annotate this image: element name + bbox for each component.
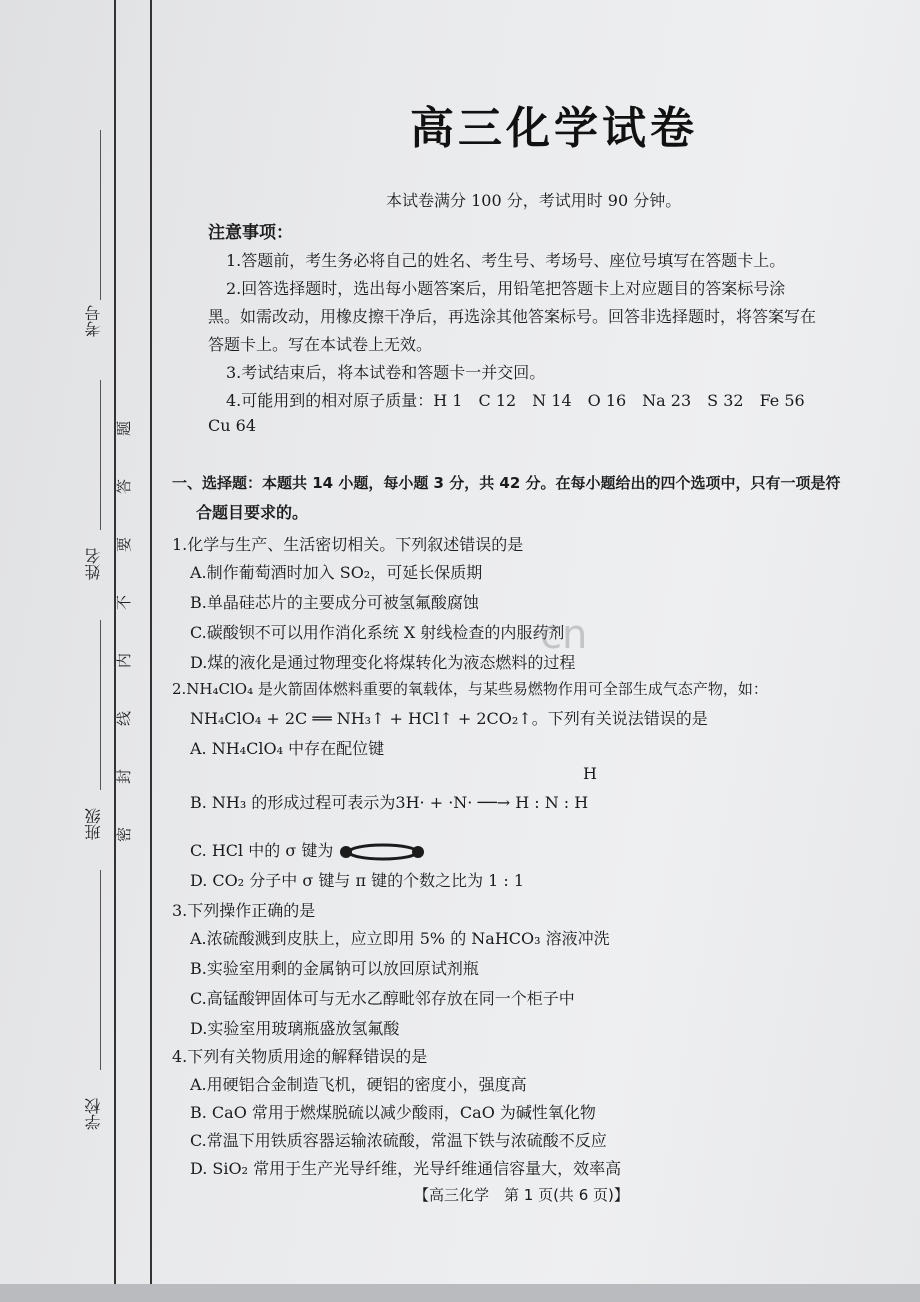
q3-option-c: C.高锰酸钾固体可与无水乙醇毗邻存放在同一个柜子中 (190, 989, 575, 1008)
q3-stem: 3.下列操作正确的是 (172, 901, 316, 920)
notice-line-5: 3.考试结束后，将本试卷和答题卡一并交回。 (226, 363, 546, 382)
q1-option-d: D.煤的液化是通过物理变化将煤转化为液态燃料的过程 (190, 653, 576, 672)
kaohao-label: 考号 (84, 305, 103, 337)
q2-option-d: D. CO₂ 分子中 σ 键与 π 键的个数之比为 1 : 1 (190, 871, 525, 890)
seal-char-3: 要 (115, 536, 134, 553)
q2-option-a: A. NH₄ClO₄ 中存在配位键 (190, 739, 385, 758)
notice-heading: 注意事项： (208, 223, 293, 243)
q2-option-c-text: C. HCl 中的 σ 键为 (190, 841, 334, 860)
q4-option-d: D. SiO₂ 常用于生产光导纤维，光导纤维通信容量大，效率高 (190, 1159, 622, 1178)
notice-line-4: 答题卡上。写在本试卷上无效。 (208, 335, 433, 354)
notice-line-6: 4.可能用到的相对原子质量：H 1 C 12 N 14 O 16 Na 23 S 32 Fe 56 (226, 391, 805, 410)
binding-line-1 (114, 0, 116, 1284)
q1-stem: 1.化学与生产、生活密切相关。下列叙述错误的是 (172, 535, 524, 554)
notice-line-3: 黑。如需改动，用橡皮擦干净后，再选涂其他答案标号。回答非选择题时，将答案写在 (208, 307, 817, 326)
seal-char-5: 内 (115, 652, 134, 669)
xuexiao-underline (100, 870, 101, 1070)
lewis-structure: 3H· + ·N· ──→ H : N : H (395, 793, 589, 812)
q2-stem-1: 2.NH₄ClO₄ 是火箭固体燃料重要的氧载体，与某些易燃物作用可全部生成气态产物，如： (172, 680, 768, 698)
q2-stem-2: NH₄ClO₄ + 2C ══ NH₃↑ + HCl↑ + 2CO₂↑。下列有关说法错误的是 (190, 709, 708, 728)
lewis-h-top: H (583, 764, 597, 783)
seal-char-7: 封 (115, 768, 134, 785)
kaohao-underline (100, 130, 101, 300)
q1-option-c: C.碳酸钡不可以用作消化系统 X 射线检查的内服药剂 (190, 623, 565, 642)
xingming-label: 姓名 (84, 548, 103, 580)
q4-stem: 4.下列有关物质用途的解释错误的是 (172, 1047, 428, 1066)
watermark: cn (540, 612, 588, 658)
q4-option-a: A.用硬铝合金制造飞机，硬铝的密度小，强度高 (190, 1075, 527, 1094)
q1-option-a: A.制作葡萄酒时加入 SO₂，可延长保质期 (190, 563, 483, 582)
section-heading-2: 合题目要求的。 (196, 503, 309, 522)
q2-option-c (190, 838, 428, 862)
banji-label: 班级 (84, 808, 103, 840)
q4-option-c: C.常温下用铁质容器运输浓硫酸，常温下铁与浓硫酸不反应 (190, 1131, 607, 1150)
notice-line-1: 1.答题前，考生务必将自己的姓名、考生号、考场号、座位号填写在答题卡上。 (226, 251, 786, 270)
q1-option-b: B.单晶硅芯片的主要成分可被氢氟酸腐蚀 (190, 593, 479, 612)
notice-line-2: 2.回答选择题时，选出每小题答案后，用铅笔把答题卡上对应题目的答案标号涂 (226, 279, 786, 298)
section-heading-1: 一、选择题：本题共 14 小题，每小题 3 分，共 42 分。在每小题给出的四个选项中，只有一项是符 (172, 474, 841, 492)
q3-option-a: A.浓硫酸溅到皮肤上，应立即用 5% 的 NaHCO₃ 溶液冲洗 (190, 929, 610, 948)
banji-underline (100, 620, 101, 790)
sigma-bond-diagram (338, 842, 428, 862)
seal-char-2: 答 (115, 478, 134, 495)
seal-char-8: 密 (115, 826, 134, 843)
exam-title: 高三化学试卷 (410, 103, 698, 154)
q2-option-b-prefix: B. NH₃ 的形成过程可表示为 (190, 793, 396, 812)
exam-subtitle: 本试卷满分 100 分，考试用时 90 分钟。 (386, 191, 682, 210)
xuexiao-label: 学校 (84, 1098, 103, 1130)
seal-char-6: 线 (115, 710, 134, 727)
q4-option-b: B. CaO 常用于燃煤脱硫以减少酸雨，CaO 为碱性氧化物 (190, 1103, 596, 1122)
notice-line-7: Cu 64 (208, 416, 256, 435)
q3-option-b: B.实验室用剩的金属钠可以放回原试剂瓶 (190, 959, 479, 978)
binding-line-2 (150, 0, 152, 1284)
seal-char-4: 不 (115, 594, 134, 611)
xingming-underline (100, 380, 101, 530)
q3-option-d: D.实验室用玻璃瓶盛放氢氟酸 (190, 1019, 400, 1038)
q2-option-b (190, 790, 588, 813)
page-footer: 【高三化学 第 1 页(共 6 页)】 (414, 1186, 629, 1204)
seal-char-1: 题 (115, 420, 134, 437)
